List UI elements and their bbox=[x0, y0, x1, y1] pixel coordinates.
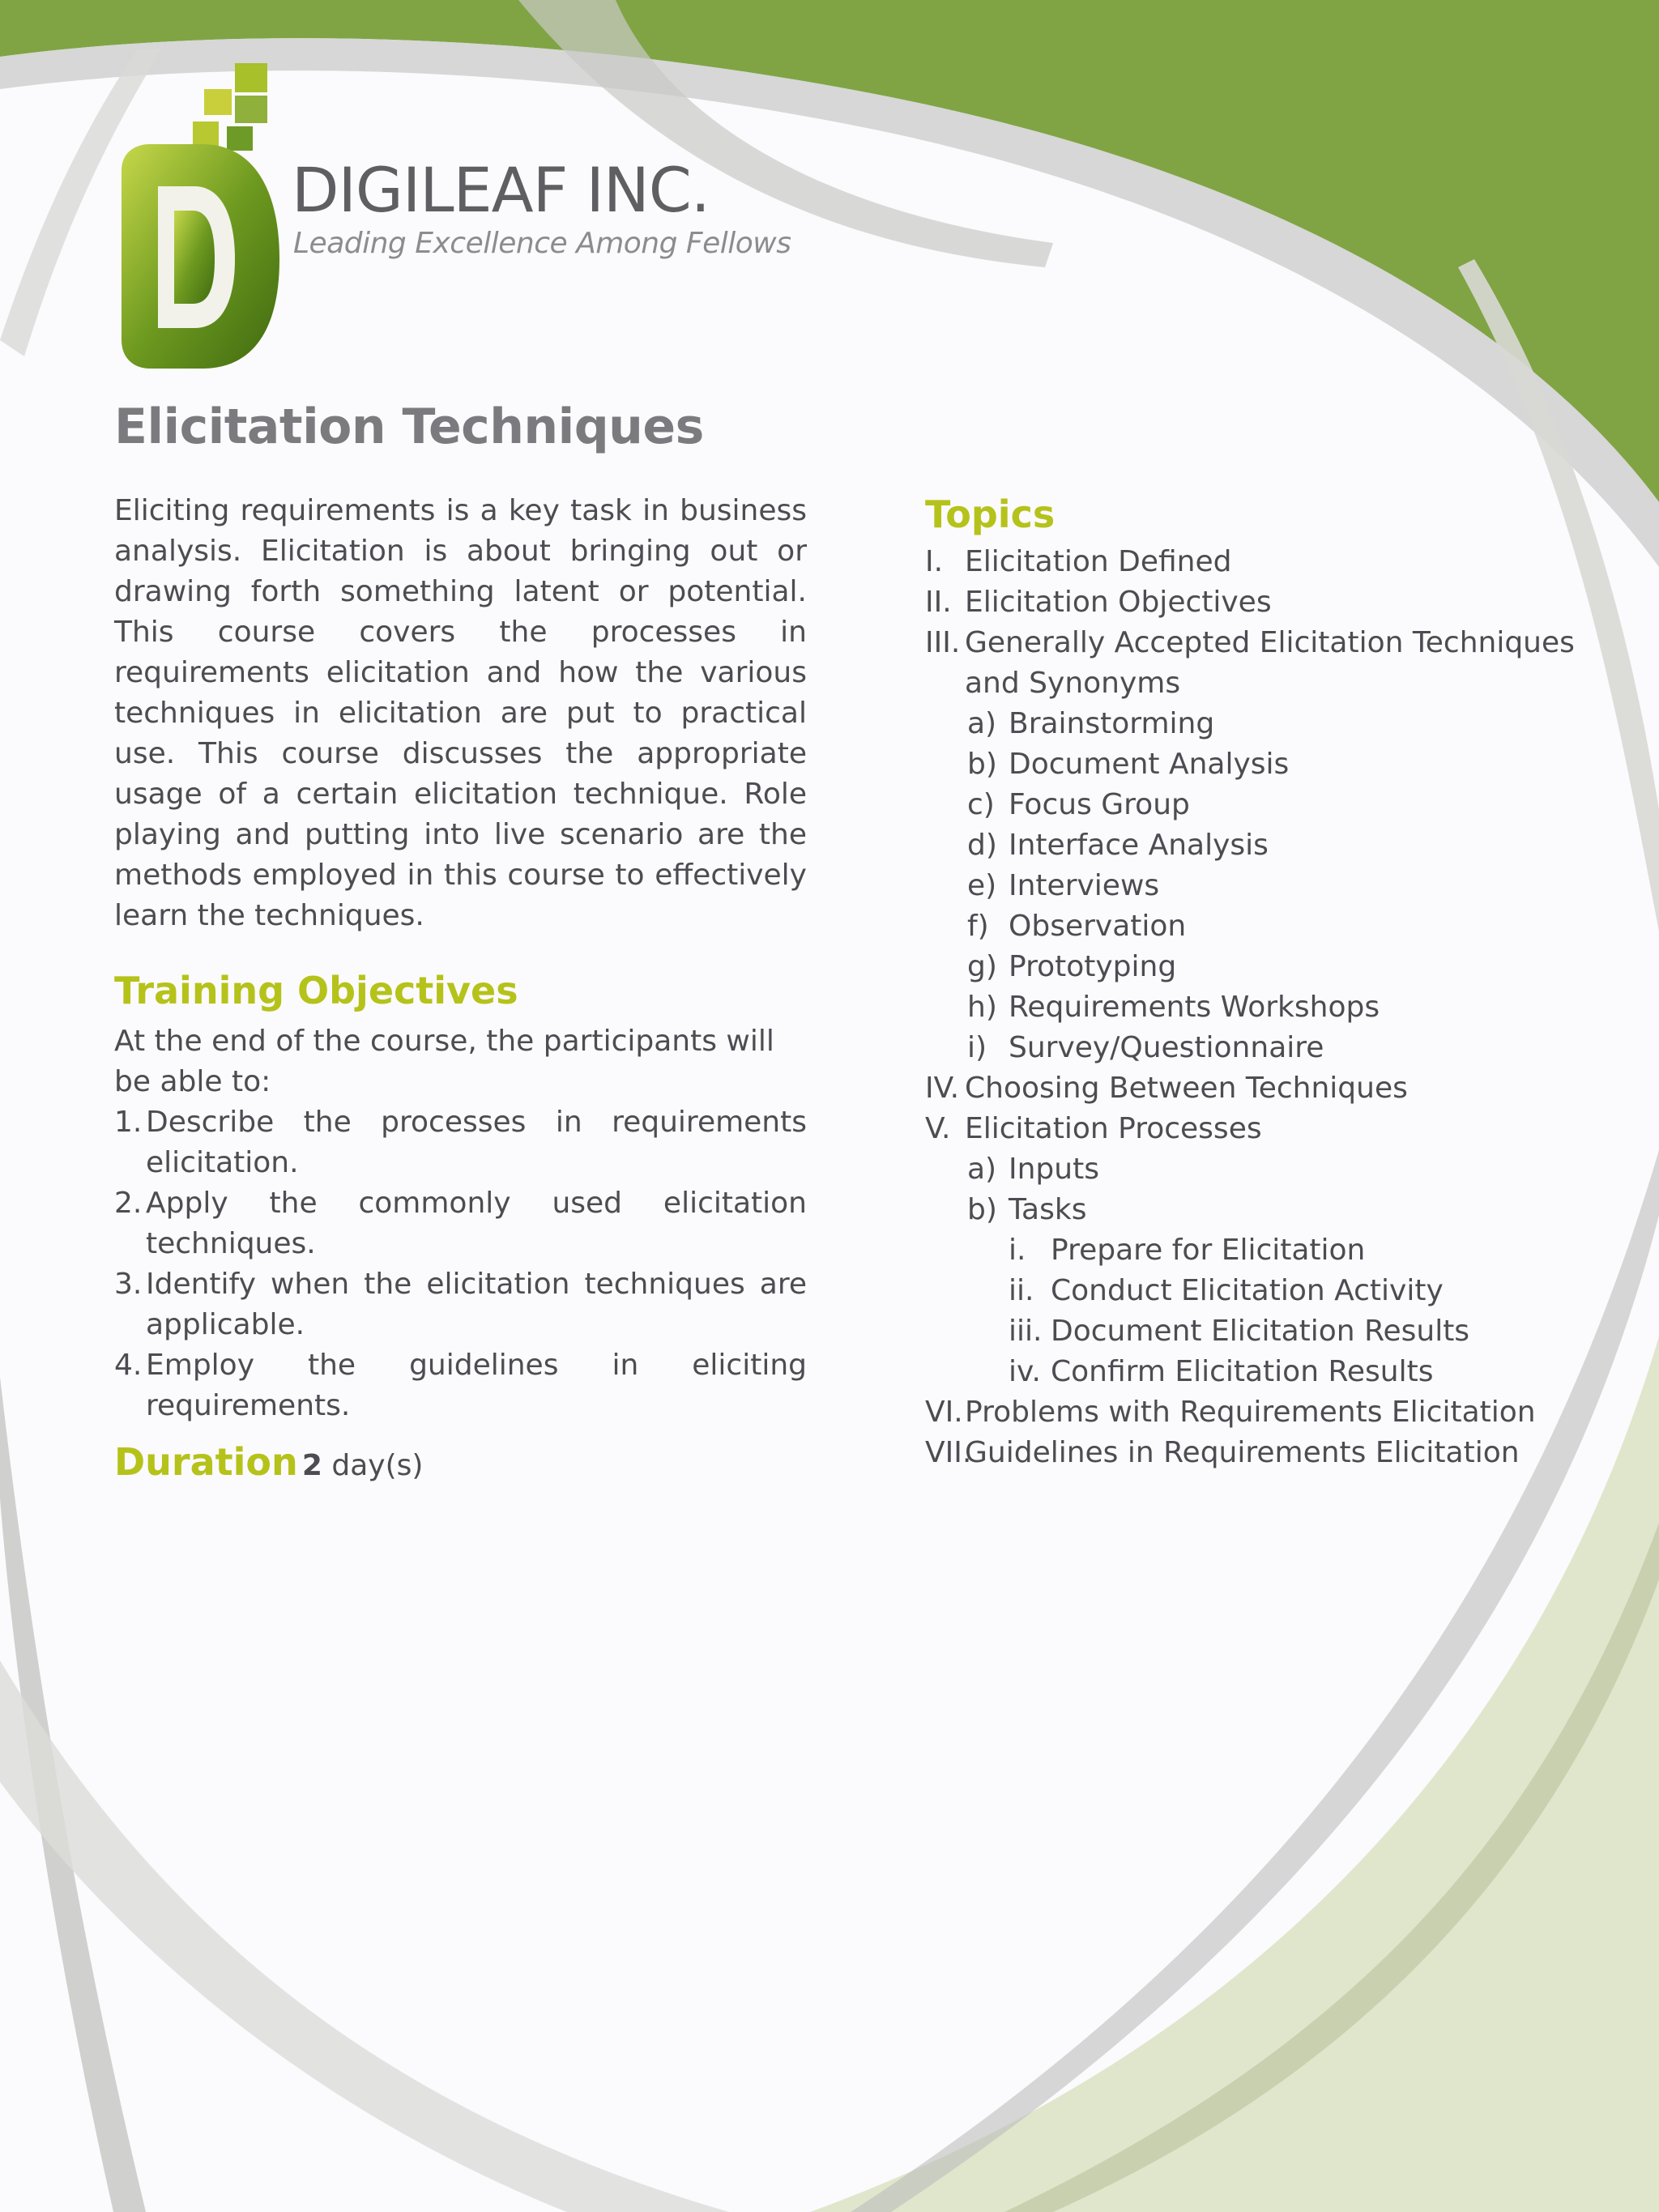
topic-item bbox=[925, 1433, 1638, 1473]
topic-text: Document Elicitation Results bbox=[1051, 1315, 1470, 1348]
topic-text: Prepare for Elicitation bbox=[1051, 1234, 1366, 1267]
topic-item bbox=[925, 582, 1638, 623]
topic-subsubitem bbox=[925, 1271, 1638, 1311]
topic-number: i) bbox=[967, 1031, 987, 1064]
topic-number: IV. bbox=[925, 1072, 960, 1105]
topic-text: Elicitation Objectives bbox=[965, 586, 1272, 619]
objectives-list bbox=[114, 1102, 807, 1426]
topic-item bbox=[925, 1109, 1638, 1149]
topic-number: i. bbox=[1009, 1234, 1026, 1267]
topic-number: a) bbox=[967, 1153, 997, 1186]
topic-subitem bbox=[925, 906, 1638, 947]
duration bbox=[114, 1440, 423, 1484]
topic-number: II. bbox=[925, 586, 952, 619]
topic-number: V. bbox=[925, 1112, 951, 1145]
topic-number: f) bbox=[967, 910, 989, 943]
topic-subitem bbox=[925, 1149, 1638, 1190]
topic-text: Interface Analysis bbox=[1009, 829, 1269, 862]
logo-icon bbox=[113, 57, 292, 381]
objectives-heading: Training Objectives bbox=[114, 969, 518, 1012]
objective-text: Describe the processes in requirements elicitation. bbox=[146, 1106, 807, 1179]
topic-number: iv. bbox=[1009, 1355, 1041, 1388]
topic-number: b) bbox=[967, 1193, 997, 1226]
topic-subitem bbox=[925, 987, 1638, 1028]
company-name: DIGILEAF INC. bbox=[292, 154, 710, 226]
topics-list bbox=[925, 542, 1638, 1473]
objective-item bbox=[114, 1183, 807, 1264]
topic-subitem bbox=[925, 866, 1638, 906]
topic-text: Guidelines in Requirements Elicitation bbox=[965, 1436, 1520, 1469]
page-title: Elicitation Techniques bbox=[114, 399, 704, 455]
topic-item bbox=[925, 542, 1638, 582]
topic-subitem bbox=[925, 785, 1638, 825]
topic-subitem bbox=[925, 947, 1638, 987]
topic-number: h) bbox=[967, 991, 997, 1024]
duration-value bbox=[302, 1449, 424, 1482]
topic-item bbox=[925, 1068, 1638, 1109]
topic-text: and Synonyms bbox=[965, 667, 1181, 700]
topic-item bbox=[925, 623, 1638, 663]
topic-subitem bbox=[925, 1190, 1638, 1230]
company-tagline: Leading Excellence Among Fellows bbox=[293, 227, 791, 260]
intro-paragraph: Eliciting requirements is a key task in business analysis. Elicitation is about bringing out or drawing forth something latent or potential. This course covers the processes in requirements elicitation and how the various techniques in elicitation are put to practical use. This course discusses the appropriate usage of a certain elicitation technique. Role playing and putting into live scenario are the methods employed in this course to effectively learn the techniques. bbox=[114, 494, 807, 932]
topic-text: Document Analysis bbox=[1009, 748, 1290, 781]
topic-text: Survey/Questionnaire bbox=[1009, 1031, 1324, 1064]
topic-number: c) bbox=[967, 788, 995, 821]
objective-item bbox=[114, 1264, 807, 1345]
objective-item bbox=[114, 1345, 807, 1426]
topic-text: Choosing Between Techniques bbox=[965, 1072, 1408, 1105]
topic-number: b) bbox=[967, 748, 997, 781]
topic-item bbox=[925, 1392, 1638, 1433]
topic-subsubitem bbox=[925, 1311, 1638, 1352]
objective-number: 3. bbox=[114, 1268, 143, 1301]
objective-item bbox=[114, 1102, 807, 1183]
topic-text: Observation bbox=[1009, 910, 1187, 943]
objective-number: 1. bbox=[114, 1106, 143, 1139]
topic-number: d) bbox=[967, 829, 997, 862]
topic-number: ii. bbox=[1009, 1274, 1034, 1307]
topic-number: VI. bbox=[925, 1396, 963, 1429]
objectives-intro: At the end of the course, the participants will be able to: bbox=[114, 1025, 774, 1098]
topic-subitem bbox=[925, 704, 1638, 744]
objective-text: Identify when the elicitation techniques are applicable. bbox=[146, 1268, 807, 1341]
topic-text: Focus Group bbox=[1009, 788, 1190, 821]
objective-text: Employ the guidelines in eliciting requirements. bbox=[146, 1349, 807, 1422]
topic-number: e) bbox=[967, 869, 997, 902]
topic-text: Generally Accepted Elicitation Techniques bbox=[965, 626, 1575, 659]
topic-number: III. bbox=[925, 626, 961, 659]
topic-number: g) bbox=[967, 950, 997, 983]
topic-text: Elicitation Defined bbox=[965, 545, 1232, 578]
topic-text: Requirements Workshops bbox=[1009, 991, 1380, 1024]
topic-text: Conduct Elicitation Activity bbox=[1051, 1274, 1444, 1307]
topic-subsubitem bbox=[925, 1352, 1638, 1392]
topic-number: iii. bbox=[1009, 1315, 1043, 1348]
topic-text: Prototyping bbox=[1009, 950, 1177, 983]
topic-text: Interviews bbox=[1009, 869, 1160, 902]
topic-number: VII. bbox=[925, 1436, 972, 1469]
topic-text: Elicitation Processes bbox=[965, 1112, 1262, 1145]
topic-number: I. bbox=[925, 545, 944, 578]
topic-item-continuation bbox=[925, 663, 1638, 704]
topics-heading: Topics bbox=[925, 492, 1056, 536]
topic-subitem bbox=[925, 1028, 1638, 1068]
topic-subitem bbox=[925, 825, 1638, 866]
duration-unit: day(s) bbox=[331, 1449, 424, 1482]
topic-text: Problems with Requirements Elicitation bbox=[965, 1396, 1536, 1429]
objective-number: 2. bbox=[114, 1187, 143, 1220]
objective-number: 4. bbox=[114, 1349, 143, 1382]
topic-subsubitem bbox=[925, 1230, 1638, 1271]
duration-number: 2 bbox=[301, 1449, 322, 1482]
topic-text: Brainstorming bbox=[1009, 707, 1215, 740]
objective-text: Apply the commonly used elicitation techniques. bbox=[146, 1187, 807, 1260]
duration-heading: Duration bbox=[114, 1440, 298, 1484]
topic-text: Tasks bbox=[1009, 1193, 1087, 1226]
topic-text: Inputs bbox=[1009, 1153, 1099, 1186]
topic-subitem bbox=[925, 744, 1638, 785]
topic-text: Confirm Elicitation Results bbox=[1051, 1355, 1434, 1388]
topic-number: a) bbox=[967, 707, 997, 740]
